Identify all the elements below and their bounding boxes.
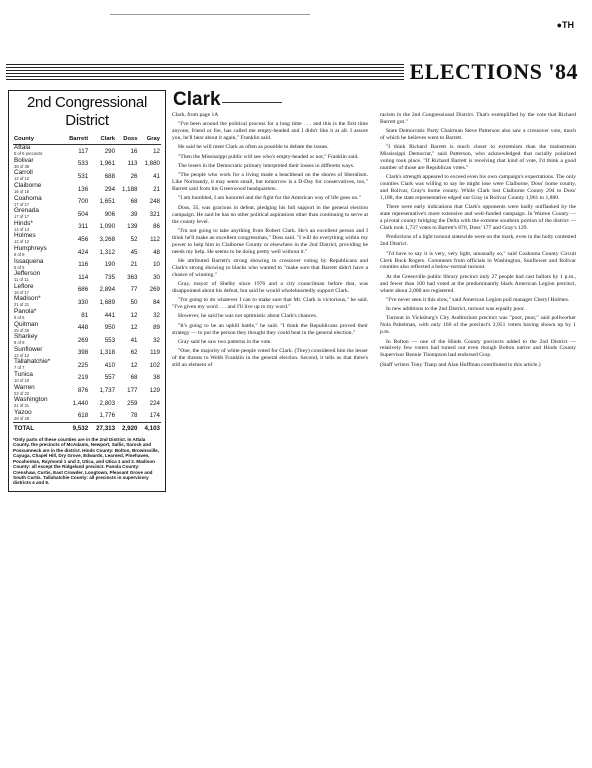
- article-column-b: [380, 112, 576, 372]
- banner-rule-lines: [6, 64, 404, 80]
- table-row: [13, 246, 161, 259]
- vote-cell-gray: 32: [153, 336, 160, 344]
- vote-cell-barrett: 225: [77, 361, 89, 369]
- vote-cell-gray: 30: [153, 273, 160, 281]
- vote-cell-barrett: 531: [77, 172, 89, 180]
- vote-cell-gray: 12: [153, 147, 160, 155]
- county-cell: [13, 170, 62, 183]
- article-paragraph: "I've never seen it this slow," said American Legion poll manager Cheryl Holmes.: [386, 296, 570, 303]
- vote-cell-barrett: 686: [77, 286, 89, 294]
- county-name: Quitman: [14, 320, 39, 328]
- county-cell: [13, 145, 62, 158]
- county-cell: [13, 158, 62, 171]
- vote-cell-doss: 1,188: [122, 185, 138, 193]
- column-header-county: County: [13, 136, 62, 145]
- vote-cell-doss: 77: [130, 286, 138, 294]
- table-row: [13, 347, 161, 360]
- county-cell: [13, 221, 62, 234]
- county-precincts: 12 of 12: [14, 239, 30, 245]
- county-cell: [13, 359, 62, 372]
- results-box: [8, 90, 166, 492]
- total-barrett: 9,532: [62, 423, 89, 435]
- table-row: [13, 170, 161, 183]
- vote-cell-clark: 410: [104, 361, 116, 369]
- county-name: Tunica: [14, 370, 33, 378]
- county-cell: [13, 271, 62, 284]
- vote-cell-clark: 1,961: [99, 160, 116, 168]
- vote-cell-doss: 50: [130, 298, 138, 306]
- article-paragraph: The losers in the Democratic primary interpreted their losses in different ways.: [178, 163, 355, 169]
- vote-cell-barrett: 504: [77, 210, 89, 218]
- vote-cell-doss: 68: [130, 374, 138, 382]
- county-cell: [13, 384, 62, 397]
- county-name: Tallahatchie*: [14, 358, 51, 366]
- county-cell: [13, 284, 62, 297]
- vote-cell-clark: 441: [104, 311, 116, 319]
- vote-cell-doss: 16: [130, 147, 138, 155]
- total-label: TOTAL: [13, 423, 62, 435]
- article-paragraph: "One, the majority of white people voted for Clark. (They) considered him the lesser of the threats to Webb Franklin in the general election. Second, it tells us that there's still an element of: [172, 348, 368, 368]
- county-cell: [13, 296, 62, 309]
- article-paragraph: State Democratic Party Chairman Steve Patterson also saw a crossover vote, much of which he believes went to Barrett.: [380, 128, 576, 142]
- county-name: Warren: [14, 383, 35, 391]
- table-row: [13, 233, 161, 246]
- county-name: Grenada: [14, 207, 39, 215]
- article-paragraph: "I think Richard Barrett is much closer to extremism than the mainstream Mississippi Democrat," said Patterson, who acknowledged that racially polarized voting took place. "If Richard Barrett is receiving that kind of vote, I'd think a good number of those are Republican votes.": [380, 144, 576, 172]
- vote-cell-gray: 112: [150, 235, 160, 243]
- article-paragraph: Turnout in Vicksburg's City Auditorium precinct was "poor, poor," said pollworker Nola Pabelman, with only 160 of the precinct's 2,951 voters having shown up by 1 p.m.: [380, 315, 576, 336]
- county-cell: [13, 183, 62, 196]
- vote-cell-doss: 21: [130, 261, 138, 269]
- county-precincts: 9 of 9: [14, 252, 25, 258]
- table-row: [13, 296, 161, 309]
- article-paragraph: "It's going to be an uphill battle," he said. "I think the Republicans proved their strategy — to put the person they thought they could beat in the general election.": [172, 322, 368, 336]
- vote-cell-doss: 139: [127, 223, 138, 231]
- vote-cell-barrett: 448: [77, 324, 89, 332]
- county-cell: [13, 233, 62, 246]
- column-header-doss: Doss: [116, 136, 138, 145]
- vote-cell-gray: 41: [153, 172, 160, 180]
- article-paragraph: He attributed Barrett's strong showing to crossover voting by Republicans and Clark's strong showing to blacks who wanted to "make sure that Barrett didn't have a chance of winning.": [172, 257, 368, 278]
- vote-cell-doss: 41: [130, 336, 138, 344]
- county-cell: [13, 246, 62, 259]
- vote-cell-doss: 78: [130, 412, 138, 420]
- county-cell: [13, 195, 62, 208]
- article-paragraph: In new additions to the 2nd District, turnout was equally poor.: [386, 306, 525, 313]
- vote-cell-clark: 950: [104, 324, 116, 332]
- vote-cell-doss: 62: [130, 349, 138, 357]
- county-cell: [13, 347, 62, 360]
- county-cell: [13, 321, 62, 334]
- results-footnote: *Only parts of these counties are in the 2nd District. In Attala County, the precincts of McAdams, Newport, Sallis, Sarock and Possumneck are in the district. Hinds County: Bolton, Brownsville, Cayuga, Chapel Hill, Dry Grove, Edwards, Learned, Pinehaven, Pocahontas, Raymond 1 and 2, Utica, and Utica 1 and 2. Madison County: all except the Ridgeland precinct. Panola County: Crenshaw, Curtis, East Crowder, Longtown, Pleasant Grove and South Curtis. Tallahatchie County: all precincts in supervisory districts 4 and 5.: [13, 437, 160, 486]
- county-precincts: 17 of 17: [14, 214, 30, 220]
- vote-cell-barrett: 424: [77, 248, 89, 256]
- county-name: Bolivar: [14, 156, 34, 164]
- vote-cell-clark: 735: [104, 273, 116, 281]
- vote-cell-barrett: 700: [77, 198, 89, 206]
- county-name: Attala: [14, 144, 31, 152]
- vote-cell-gray: 224: [149, 399, 160, 407]
- vote-cell-clark: 1,090: [99, 223, 116, 231]
- county-name: Issaquena: [14, 257, 44, 265]
- vote-cell-gray: 321: [149, 210, 160, 218]
- county-precincts: 8 of 8: [14, 340, 25, 346]
- vote-cell-clark: 1,312: [99, 248, 116, 256]
- vote-cell-gray: 89: [153, 324, 160, 332]
- county-precincts: 17 of 17: [14, 201, 30, 207]
- results-title: 2nd Congressional District: [27, 94, 147, 129]
- county-name: Holmes: [14, 232, 36, 240]
- vote-cell-clark: 2,803: [99, 399, 116, 407]
- county-precincts: 6 of 6: [14, 315, 25, 321]
- vote-cell-doss: 113: [127, 160, 138, 168]
- total-doss: 2,920: [116, 423, 138, 435]
- vote-cell-gray: 269: [149, 286, 160, 294]
- table-row: [13, 258, 161, 271]
- vote-cell-barrett: 330: [77, 298, 89, 306]
- county-name: Carroll: [14, 169, 33, 177]
- results-body: [13, 145, 161, 423]
- article-paragraph: "Then the Mississippi public will see who's empty-headed or not," Franklin said.: [178, 153, 359, 160]
- county-name: Humphreys: [14, 245, 47, 253]
- table-row: [13, 271, 161, 284]
- masthead-tag: ●TH: [556, 20, 574, 30]
- vote-cell-doss: 259: [127, 399, 138, 407]
- table-row: [13, 309, 161, 322]
- vote-cell-clark: 1,651: [99, 198, 116, 206]
- vote-cell-doss: 45: [130, 248, 138, 256]
- table-row: [13, 221, 161, 234]
- table-row: [13, 284, 161, 297]
- table-row: [13, 208, 161, 221]
- vote-cell-barrett: 81: [81, 311, 89, 319]
- table-row: [13, 183, 161, 196]
- vote-cell-barrett: 114: [78, 273, 89, 281]
- county-name: Panola*: [14, 308, 37, 316]
- article-headline: Clark: [173, 89, 221, 110]
- table-row: [13, 195, 161, 208]
- headline-rule: [222, 102, 282, 103]
- vote-cell-gray: 174: [149, 412, 160, 420]
- county-name: Sharkey: [14, 333, 38, 341]
- column-header-clark: Clark: [89, 136, 116, 145]
- county-precincts: 21 of 21: [14, 403, 30, 409]
- county-cell: [13, 372, 62, 385]
- county-name: Coahoma: [14, 194, 42, 202]
- vote-cell-clark: 553: [104, 336, 116, 344]
- article-paragraph: However, he said he was not optimistic about Clark's chances.: [178, 313, 318, 320]
- vote-cell-doss: 68: [130, 198, 138, 206]
- article-column-a: [172, 112, 368, 371]
- table-row: [13, 397, 161, 410]
- vote-cell-gray: 10: [153, 261, 160, 269]
- section-title: ELECTIONS '84: [409, 59, 578, 84]
- county-precincts: 21 of 21: [14, 302, 30, 308]
- county-precincts: 25 of 25: [14, 327, 30, 333]
- county-name: Madison*: [14, 295, 41, 303]
- vote-cell-clark: 2,894: [99, 286, 116, 294]
- county-precincts: 5 of 5: [14, 264, 25, 270]
- county-name: Hinds*: [14, 219, 33, 227]
- column-header-barrett: Barrett: [62, 136, 89, 145]
- vote-cell-doss: 12: [130, 324, 138, 332]
- vote-cell-clark: 557: [104, 374, 116, 382]
- vote-cell-gray: 32: [153, 311, 160, 319]
- vote-cell-barrett: 269: [77, 336, 89, 344]
- county-precincts: 16 of 17: [14, 289, 30, 295]
- table-row: [13, 359, 161, 372]
- vote-cell-gray: 48: [153, 248, 160, 256]
- county-precincts: 28 of 28: [14, 415, 30, 421]
- section-banner: [6, 59, 578, 84]
- article-paragraph: Gray said he saw two patterns in the vote.: [178, 338, 272, 345]
- article-paragraph: Predictions of a light turnout statewide were on the mark, even in the hotly contested 2nd District.: [380, 234, 576, 248]
- table-row: [13, 321, 161, 334]
- table-row: [13, 145, 161, 158]
- article-paragraph: In Bolton — one of the Hinds County precincts added to the 2nd District — relatively few voters had turned out even though Bolton native and Hinds County Supervisor Bennie Thompson had endorsed Gray.: [380, 338, 576, 359]
- vote-cell-clark: 688: [104, 172, 116, 180]
- vote-cell-barrett: 311: [78, 223, 89, 231]
- county-precincts: 11 of 11: [14, 277, 29, 283]
- top-scan-rule: [110, 14, 310, 15]
- vote-cell-clark: 290: [104, 147, 116, 155]
- county-precincts: 7 of 7: [14, 365, 25, 371]
- total-clark: 27,313: [89, 423, 116, 435]
- county-name: Yazoo: [14, 408, 32, 416]
- county-name: Sunflower: [14, 345, 43, 353]
- county-cell: [13, 309, 62, 322]
- results-table: [13, 136, 161, 434]
- article-paragraph: There were early indications that Clark's opponents were badly outflanked by the state representative's more extensive and well-funded campaign. In Warren County — a pivotal county bridging the Delta with the extreme southern portion of the district — Clark took 1,737 votes to Barrett's 876, Doss' 177 and Gray's 129.: [380, 204, 576, 232]
- vote-cell-clark: 190: [104, 261, 116, 269]
- county-cell: [13, 208, 62, 221]
- county-name: Leflore: [14, 282, 34, 290]
- vote-cell-barrett: 533: [77, 160, 89, 168]
- vote-cell-gray: 119: [150, 349, 160, 357]
- article-paragraph: "I'm going to do whatever I can to make sure that Mr. Clark is victorious," he said. "I've given my word . . . and I'll live up to my word.": [172, 297, 368, 311]
- article-paragraph: He said he will meet Clark as often as possible to debate the issues.: [178, 144, 329, 151]
- article-paragraph: Clark's strength appeared to exceed even his own campaign's expectations. The only counties Clark was willing to say he might lose were Claiborne, Doss' home county, and Bolivar, Gray's home county. While Clark lost Claiborne County 294 to Doss' 1,188, the state representative edged out Gray in Bolivar County 1,961 to 1,880.: [380, 174, 576, 202]
- county-name: Jefferson: [14, 270, 41, 278]
- vote-cell-barrett: 876: [77, 387, 89, 395]
- total-gray: 4,103: [138, 423, 161, 435]
- vote-cell-gray: 21: [153, 185, 160, 193]
- article-paragraph: "I'd have to say it is very, very light, unusually so," said Coahoma County Circuit Clerk Buck Rogers. Comments from officials in Washington, Sunflower and Bolivar counties also reflected a below-normal turnout.: [380, 250, 576, 271]
- vote-cell-barrett: 1,440: [72, 399, 89, 407]
- results-header-row: [13, 136, 161, 145]
- vote-cell-barrett: 456: [77, 235, 89, 243]
- article-paragraph: Clark, from page 1A: [172, 112, 219, 118]
- table-row: [13, 384, 161, 397]
- column-header-gray: Gray: [138, 136, 161, 145]
- county-cell: [13, 258, 62, 271]
- vote-cell-barrett: 398: [77, 349, 89, 357]
- vote-cell-doss: 52: [130, 235, 138, 243]
- article-paragraph: "I am humbled, I am honored and the fight for the American way of life goes on.": [178, 195, 361, 202]
- vote-cell-gray: 86: [153, 223, 160, 231]
- county-precincts: 12 of 12: [14, 352, 30, 358]
- table-row: [13, 372, 161, 385]
- county-precincts: 16 of 16: [14, 189, 30, 195]
- vote-cell-doss: 39: [130, 210, 138, 218]
- table-row: [13, 409, 161, 422]
- vote-cell-doss: 363: [127, 273, 138, 281]
- county-precincts: 5 of 5 precincts: [14, 151, 43, 157]
- vote-cell-clark: 294: [104, 185, 116, 193]
- results-total-row: [13, 423, 161, 435]
- vote-cell-doss: 177: [127, 387, 138, 395]
- county-precincts: 14 of 14: [14, 226, 30, 232]
- vote-cell-clark: 3,268: [99, 235, 116, 243]
- county-name: Claiborne: [14, 182, 42, 190]
- vote-cell-gray: 1,880: [144, 160, 160, 168]
- table-row: [13, 158, 161, 171]
- vote-cell-clark: 1,737: [99, 387, 116, 395]
- vote-cell-barrett: 136: [77, 185, 89, 193]
- article-paragraph: "The people who work for a living made a beachhead on the shores of liberalism. Like Normandy, it may seem small, but tomorrow is a D-Day for conservatives, too," Barrett said from his Greenwood headquarters.: [172, 172, 368, 193]
- vote-cell-barrett: 117: [78, 147, 89, 155]
- county-precincts: 22 of 22: [14, 390, 30, 396]
- vote-cell-gray: 102: [149, 361, 160, 369]
- article-paragraph: "I've been around the political process for a long time . . . and this is the first time anyone, friend or foe, has called me empty-headed and I didn't like it at all. I assure you, he'll hear about it again," Franklin said.: [172, 121, 368, 142]
- vote-cell-gray: 248: [149, 198, 160, 206]
- county-precincts: 38 of 38: [14, 163, 30, 169]
- article-paragraph: Doss, 35, was gracious in defeat, pledging his full support in the general election campaign. He said he has no other political aspirations other than continuing to serve at the county level.: [172, 204, 368, 225]
- article-paragraph: "I'm not going to take anything from Robert Clark. He's an excellent person and I think he'll make an excellent congressman," Doss said. "I will do everything within my power to help him in Claiborne County or elsewhere in the 2nd District, providing he needs my help. He seems to be doing pretty well without it.": [172, 227, 368, 255]
- vote-cell-clark: 1,776: [99, 412, 116, 420]
- vote-cell-doss: 26: [130, 172, 138, 180]
- vote-cell-clark: 1,318: [99, 349, 116, 357]
- county-cell: [13, 409, 62, 422]
- table-row: [13, 334, 161, 347]
- vote-cell-barrett: 618: [77, 412, 89, 420]
- article-paragraph: (Staff writers Tony Tharp and Alan Huffman contributed to this article.): [380, 362, 541, 369]
- vote-cell-doss: 12: [130, 361, 138, 369]
- vote-cell-gray: 84: [153, 298, 160, 306]
- article-paragraph: racism in the 2nd Congressional District. That's exemplified by the vote that Richard Barrett got.": [380, 112, 576, 125]
- vote-cell-clark: 1,689: [99, 298, 116, 306]
- vote-cell-clark: 906: [104, 210, 116, 218]
- county-precincts: 12 of 12: [14, 176, 30, 182]
- vote-cell-barrett: 219: [77, 374, 89, 382]
- county-precincts: 10 of 10: [14, 377, 30, 383]
- county-cell: [13, 334, 62, 347]
- article-paragraph: At the Greenville public library precinct only 27 people had cast ballots by 1 p.m., and fewer than 100 had voted at the predominantly black American Legion precinct, where about 2,000 are registered.: [380, 273, 576, 294]
- article-paragraph: Gray, mayor of Shelby since 1976 and a city councilman before that, was disappointed about his defeat, but said he would wholeheartedly support Clark.: [172, 280, 368, 294]
- vote-cell-doss: 12: [130, 311, 138, 319]
- county-cell: [13, 397, 62, 410]
- vote-cell-gray: 38: [153, 374, 160, 382]
- county-name: Washington: [14, 396, 48, 404]
- vote-cell-gray: 129: [149, 387, 160, 395]
- vote-cell-barrett: 116: [78, 261, 89, 269]
